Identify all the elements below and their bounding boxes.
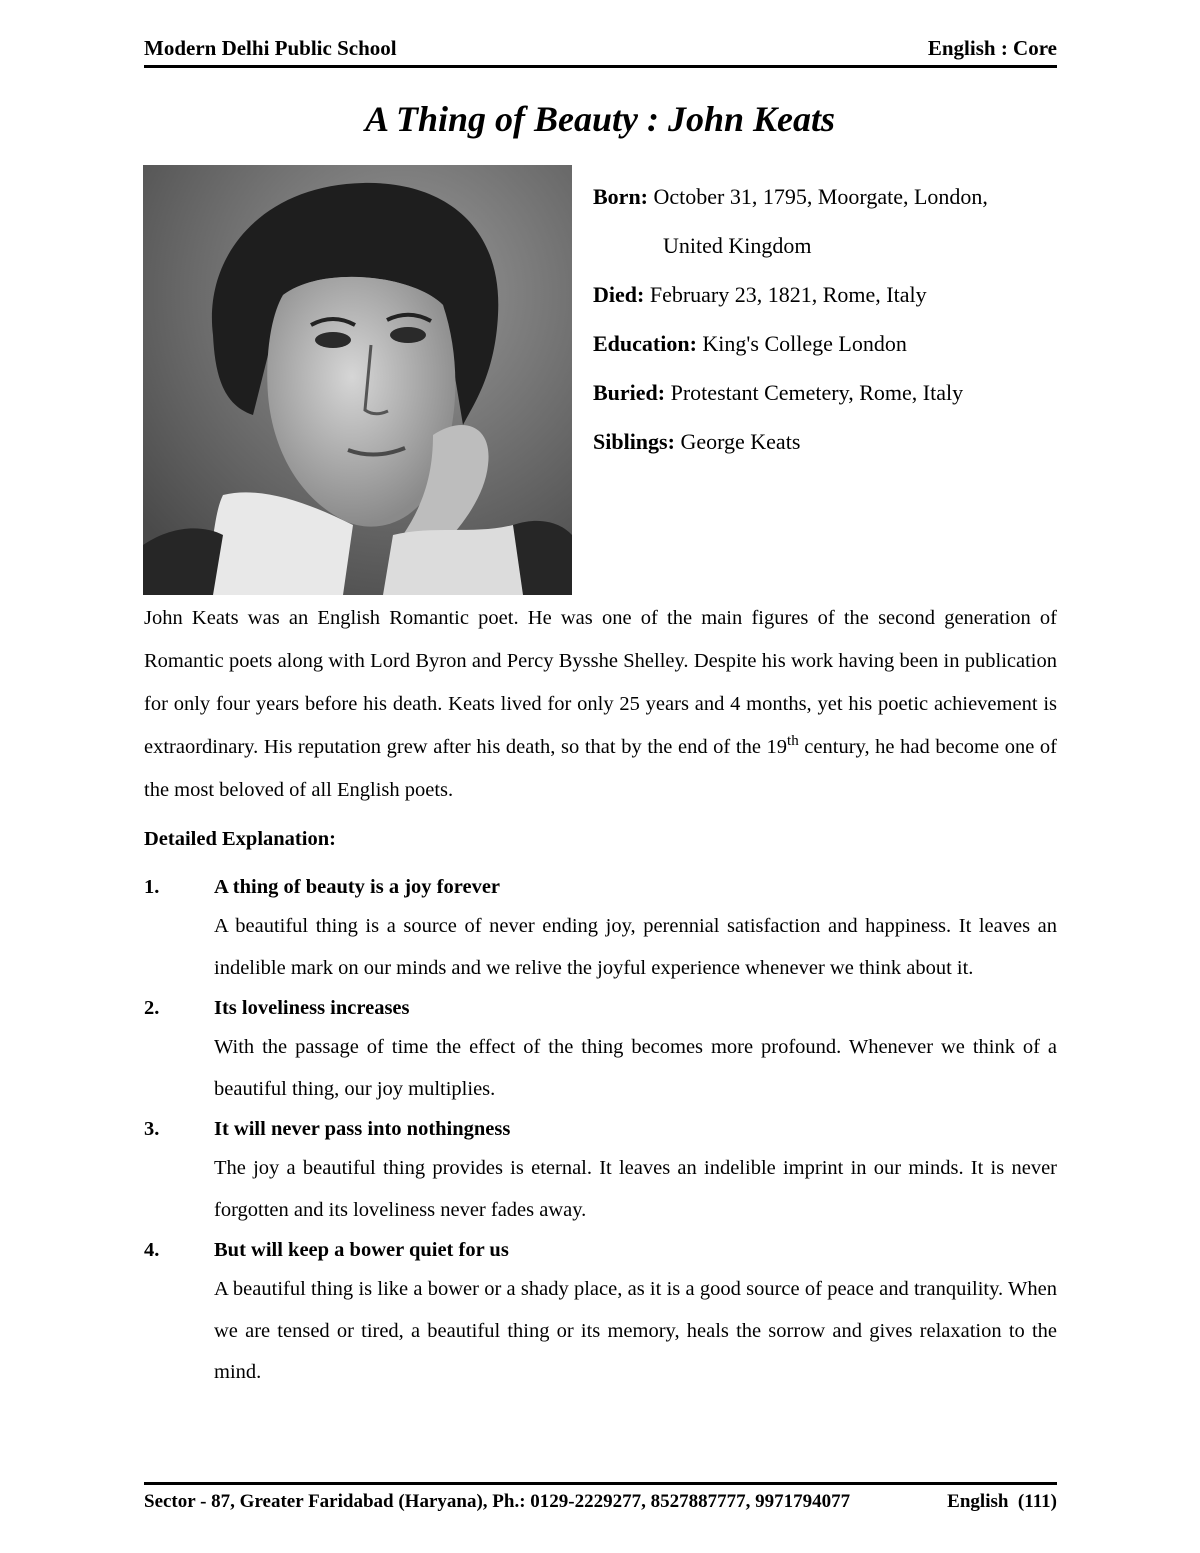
bio-text-end: century, he had become one of the most beloved of all English poets. [144,736,1057,801]
explanation-item [144,1110,1057,1231]
item-number: 1. [144,876,160,898]
explanation-item [144,989,1057,1110]
bio-superscript: th [787,733,799,750]
page-number: English (111) [947,1491,1057,1512]
item-title: But will keep a bower quiet for us [214,1239,509,1261]
fact-label: Siblings: [593,429,675,454]
page-header [144,36,1057,68]
explanation-list [144,868,1057,1394]
explanation-item [144,1231,1057,1394]
item-title: Its loveliness increases [214,997,410,1019]
item-number: 2. [144,997,160,1019]
page-title: A Thing of Beauty : John Keats [364,99,836,139]
item-title: A thing of beauty is a joy forever [214,876,501,898]
school-name: Modern Delhi Public School [144,36,397,60]
fact-buried [593,368,1063,417]
fact-label: Education: [593,331,697,356]
fact-value: February 23, 1821, Rome, Italy [649,282,927,307]
keats-portrait-image [143,165,572,595]
item-text: With the passage of time the effect of the thing becomes more profound. Whenever we think of a beautiful thing, our joy multiplies. [214,1036,1057,1100]
item-text: A beautiful thing is like a bower or a shady place, as it is a good source of peace and tranquility. When we are tensed or tired, a beautiful thing or its memory, heals the sorrow and gives relaxation to the mind. [214,1278,1057,1383]
item-text: A beautiful thing is a source of never ending joy, perennial satisfaction and happiness. It leaves an indelible mark on our minds and we relive the joyful experience whenever we think about it. [214,915,1057,979]
fact-born-cont [593,221,1063,270]
fact-label: Buried: [593,380,666,405]
explanation-item [144,868,1057,989]
item-number: 3. [144,1118,160,1140]
fact-value: Protestant Cemetery, Rome, Italy [670,380,964,405]
fact-died [593,270,1063,319]
fact-label: Born: [593,184,648,209]
school-address: Sector - 87, Greater Faridabad (Haryana), Ph.: 0129-2229277, 8527887777, 9971794077 [144,1491,851,1512]
biographical-facts [593,172,1063,466]
fact-siblings [593,417,1063,466]
section-heading: Detailed Explanation: [144,828,336,850]
fact-value: United Kingdom [663,233,812,258]
biography-paragraph [144,597,1057,812]
bio-text: John Keats was an English Romantic poet. He was one of the main figures of the second generation of Romantic poets along with Lord Byron and Percy Bysshe Shelley. Despite his work having been in publication for only four years before his death. Keats lived for only 25 years and 4 months, yet his poetic achievement is extraordinary. His reputation grew after his death, so that by the end of the 19 [144,607,1057,758]
subject-name: English : Core [927,36,1057,60]
fact-education [593,319,1063,368]
page-footer [144,1482,1057,1513]
item-title: It will never pass into nothingness [214,1118,511,1140]
fact-value: King's College London [702,331,907,356]
item-text: The joy a beautiful thing provides is eternal. It leaves an indelible imprint in our minds. It is never forgotten and its loveliness never fades away. [214,1157,1057,1221]
fact-value: George Keats [680,429,801,454]
fact-born [593,172,1063,221]
item-number: 4. [144,1239,160,1261]
fact-value: October 31, 1795, Moorgate, London, [653,184,988,209]
fact-label: Died: [593,282,645,307]
